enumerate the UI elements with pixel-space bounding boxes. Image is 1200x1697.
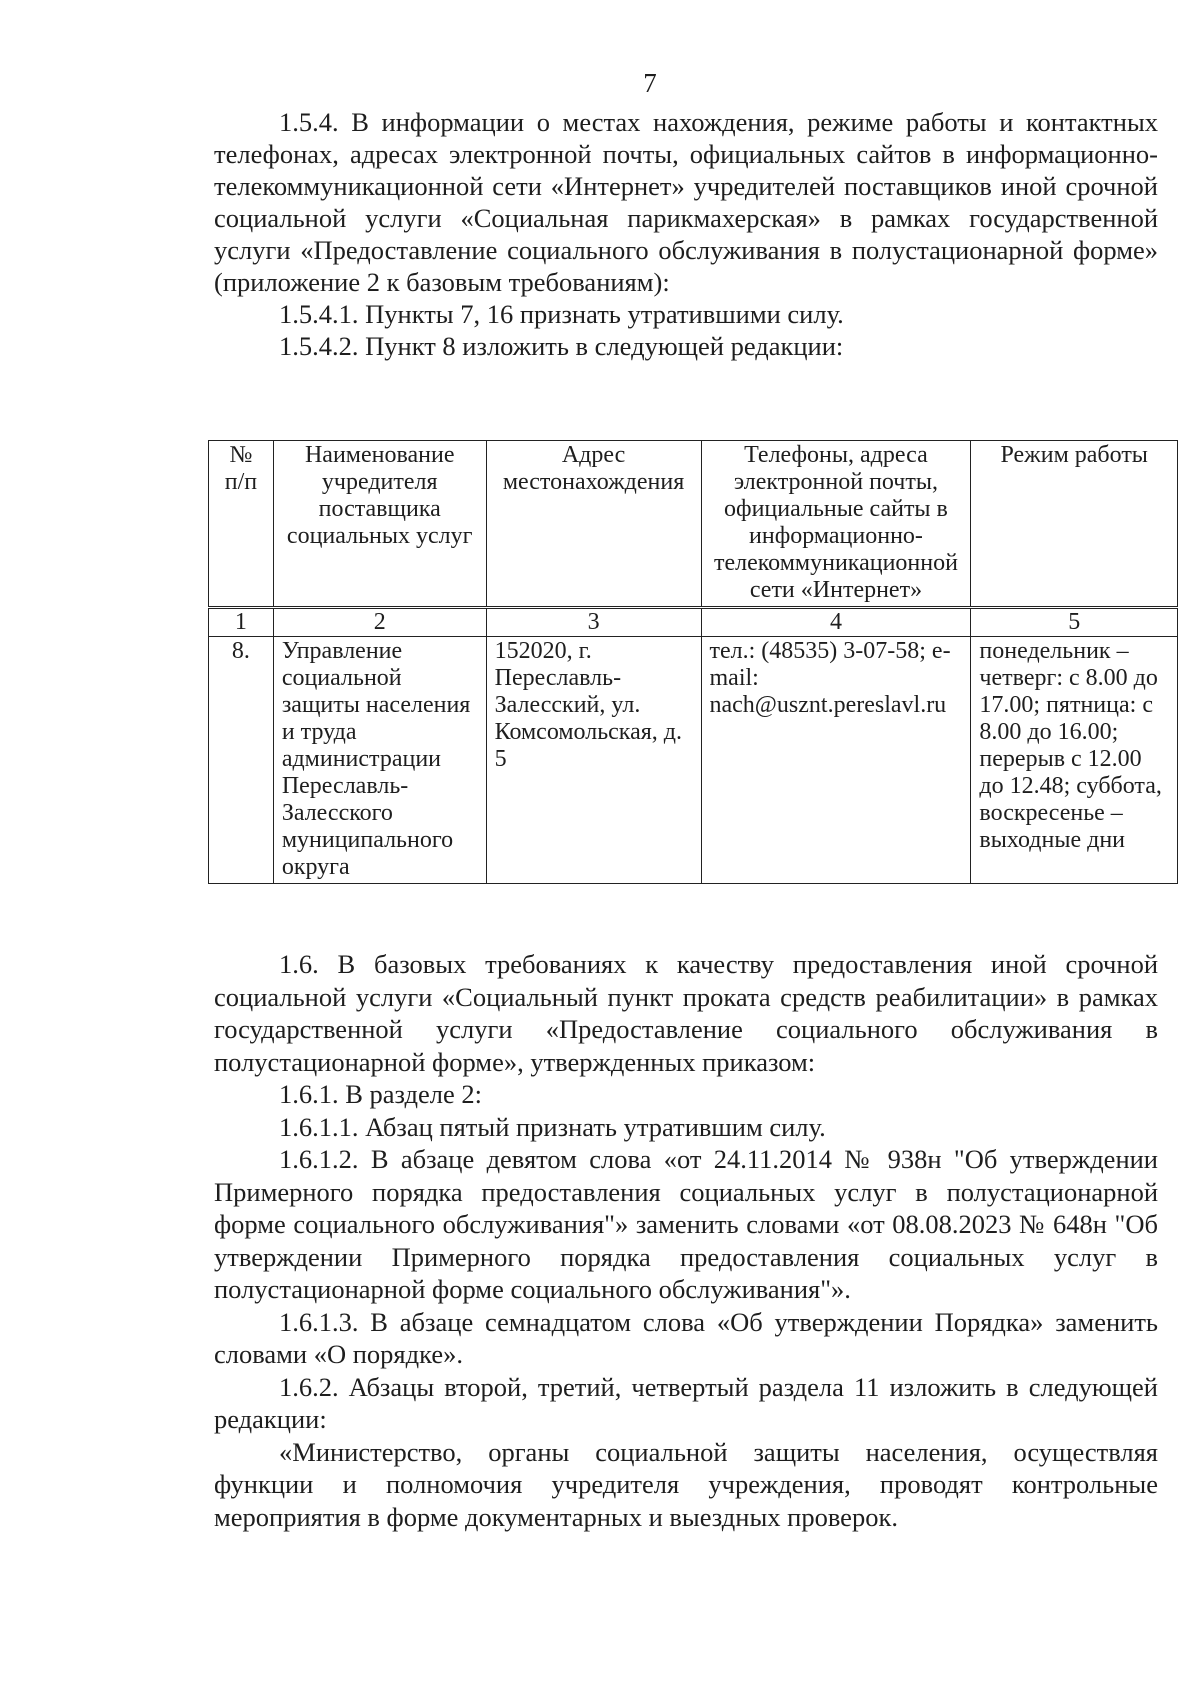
- row-schedule: понедельник – четверг: с 8.00 до 17.00; пятница: с 8.00 до 16.00; перерыв с 12.00 до 12.48; суббота, воскресенье – выходные дни: [971, 637, 1178, 884]
- paragraph-1-6-1-2: 1.6.1.2. В абзаце девятом слова «от 24.11.2014 № 938н "Об утверждении Примерного порядка предоставления социальных услуг в полустационарной форме социального обслуживания"» заменить словами «от 08.08.2023 № 648н "Об утверждении Примерного порядка предоставления социальных услуг в полустационарной форме социального обслуживания"».: [214, 1144, 1158, 1304]
- col-number-5: 5: [971, 608, 1178, 637]
- paragraph-1-5-4-1: 1.5.4.1. Пункты 7, 16 признать утратившими силу.: [279, 299, 844, 329]
- paragraph-1-5-4-2: 1.5.4.2. Пункт 8 изложить в следующей редакции:: [279, 331, 844, 361]
- col-number-3: 3: [486, 608, 701, 637]
- col-number-2: 2: [273, 608, 486, 637]
- row-name: Управление социальной защиты населения и труда администрации Переславль-Залесского муниципального округа: [273, 637, 486, 884]
- page-number: 7: [643, 68, 657, 98]
- row-address: 152020, г. Переславль-Залесский, ул. Комсомольская, д. 5: [486, 637, 701, 884]
- paragraph-1-6-1-3: 1.6.1.3. В абзаце семнадцатом слова «Об утверждении Порядка» заменить словами «О порядке».: [214, 1306, 1158, 1369]
- row-contacts: тел.: (48535) 3-07-58; e-mail: nach@usznt.pereslavl.ru: [701, 637, 971, 884]
- providers-table: [208, 440, 1178, 884]
- col-number-4: 4: [701, 608, 971, 637]
- col-number-1: 1: [209, 608, 274, 637]
- paragraph-1-5-4: 1.5.4. В информации о местах нахождения, режиме работы и контактных телефонах, адресах электронной почты, официальных сайтов в информационно-телекоммуникационной сети «Интернет» учредителей поставщиков иной срочной социальной услуги «Социальная парикмахерская» в рамках государственной услуги «Предоставление социального обслуживания в полустационарной форме» (приложение 2 к базовым требованиям):: [214, 107, 1158, 297]
- header-name: Наименование учредителя поставщика социальных услуг: [273, 441, 486, 608]
- header-contacts: Телефоны, адреса электронной почты, официальные сайты в информационно-телекоммуникационной сети «Интернет»: [701, 441, 971, 608]
- row-number: 8.: [209, 637, 274, 884]
- table-row: [209, 637, 1178, 884]
- top-text: [214, 106, 1158, 362]
- header-number: № п/п: [209, 441, 274, 608]
- paragraph-quote: «Министерство, органы социальной защиты населения, осуществляя функции и полномочия учредителя учреждения, проводят контрольные мероприятия в форме документарных и выездных проверок.: [214, 1436, 1158, 1532]
- table-header-row: [209, 441, 1178, 608]
- header-address: Адрес местонахождения: [486, 441, 701, 608]
- paragraph-1-6-1-1: 1.6.1.1. Абзац пятый признать утратившим силу.: [279, 1111, 826, 1142]
- column-numbers-row: [209, 608, 1178, 637]
- header-schedule: Режим работы: [971, 441, 1178, 608]
- paragraph-1-6-1: 1.6.1. В разделе 2:: [279, 1079, 483, 1109]
- bottom-text: [214, 948, 1158, 1533]
- paragraph-1-6: 1.6. В базовых требованиях к качеству предоставления иной срочной социальной услуги «Социальный пункт проката средств реабилитации» в рамках государственной услуги «Предоставление социального обслуживания в полустационарной форме», утвержденных приказом:: [214, 949, 1158, 1077]
- paragraph-1-6-2: 1.6.2. Абзацы второй, третий, четвертый раздела 11 изложить в следующей редакции:: [214, 1371, 1158, 1434]
